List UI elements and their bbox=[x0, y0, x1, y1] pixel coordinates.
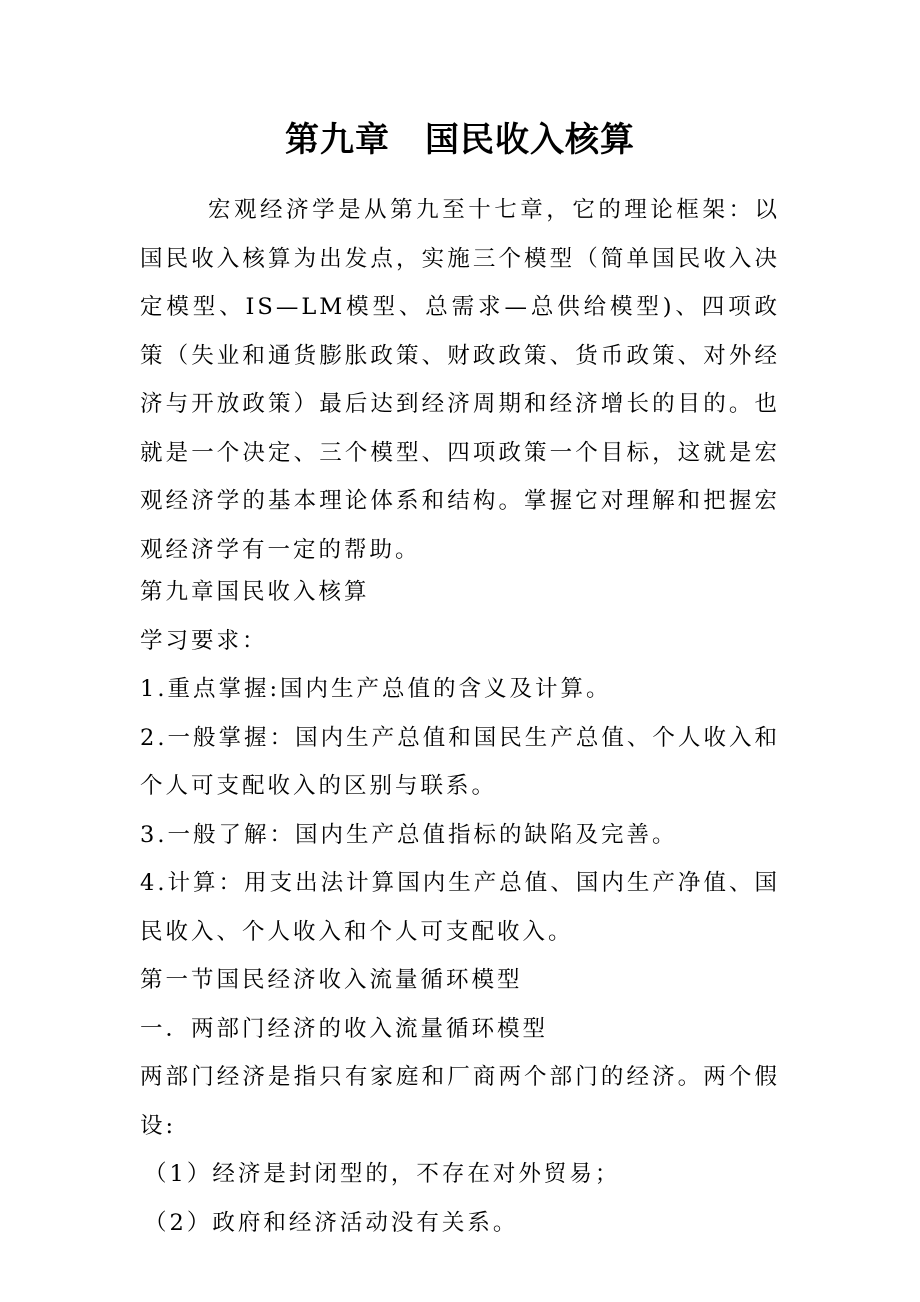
section-heading: 第一节国民经济收入流量循环模型 bbox=[140, 967, 523, 993]
document-body bbox=[140, 568, 780, 1247]
subsection-heading: 一．两部门经济的收入流量循环模型 bbox=[140, 1015, 549, 1042]
intro-paragraph: 宏观经济学是从第九至十七章，它的理论框架：以国民收入核算为出发点，实施三个模型（简单国民收入决定模型、IS—LM模型、总需求—总供给模型)、四项政策（失业和通货膨胀政策、财政政策、货币政策、对外经济与开放政策）最后达到经济周期和经济增长的目的。也就是一个决定、三个模型、四项政策一个目标，这就是宏观经济学的基本理论体系和结构。掌握它对理解和把握宏观经济学有一定的帮助。 bbox=[140, 197, 780, 563]
chapter-heading: 第九章国民收入核算 bbox=[140, 579, 370, 605]
requirement-item-4: 4.计算：用支出法计算国内生产总值、国内生产净值、国民收入、个人收入和个人可支配收入。 bbox=[140, 870, 780, 945]
requirement-item-3: 3.一般了解：国内生产总值指标的缺陷及完善。 bbox=[140, 821, 678, 848]
page-title: 第九章 国民收入核算 bbox=[285, 120, 635, 160]
body-paragraph: 两部门经济是指只有家庭和厂商两个部门的经济。两个假设: bbox=[140, 1064, 780, 1139]
assumption-item-2: （2）政府和经济活动没有关系。 bbox=[144, 1209, 519, 1236]
requirement-item-2: 2.一般掌握：国内生产总值和国民生产总值、个人收入和个人可支配收入的区别与联系。 bbox=[140, 724, 780, 799]
requirement-item-1: 1.重点掌握:国内生产总值的含义及计算。 bbox=[140, 676, 612, 702]
assumption-item-1: （1）经济是封闭型的，不存在对外贸易； bbox=[144, 1161, 621, 1187]
requirements-heading: 学习要求： bbox=[140, 627, 268, 654]
